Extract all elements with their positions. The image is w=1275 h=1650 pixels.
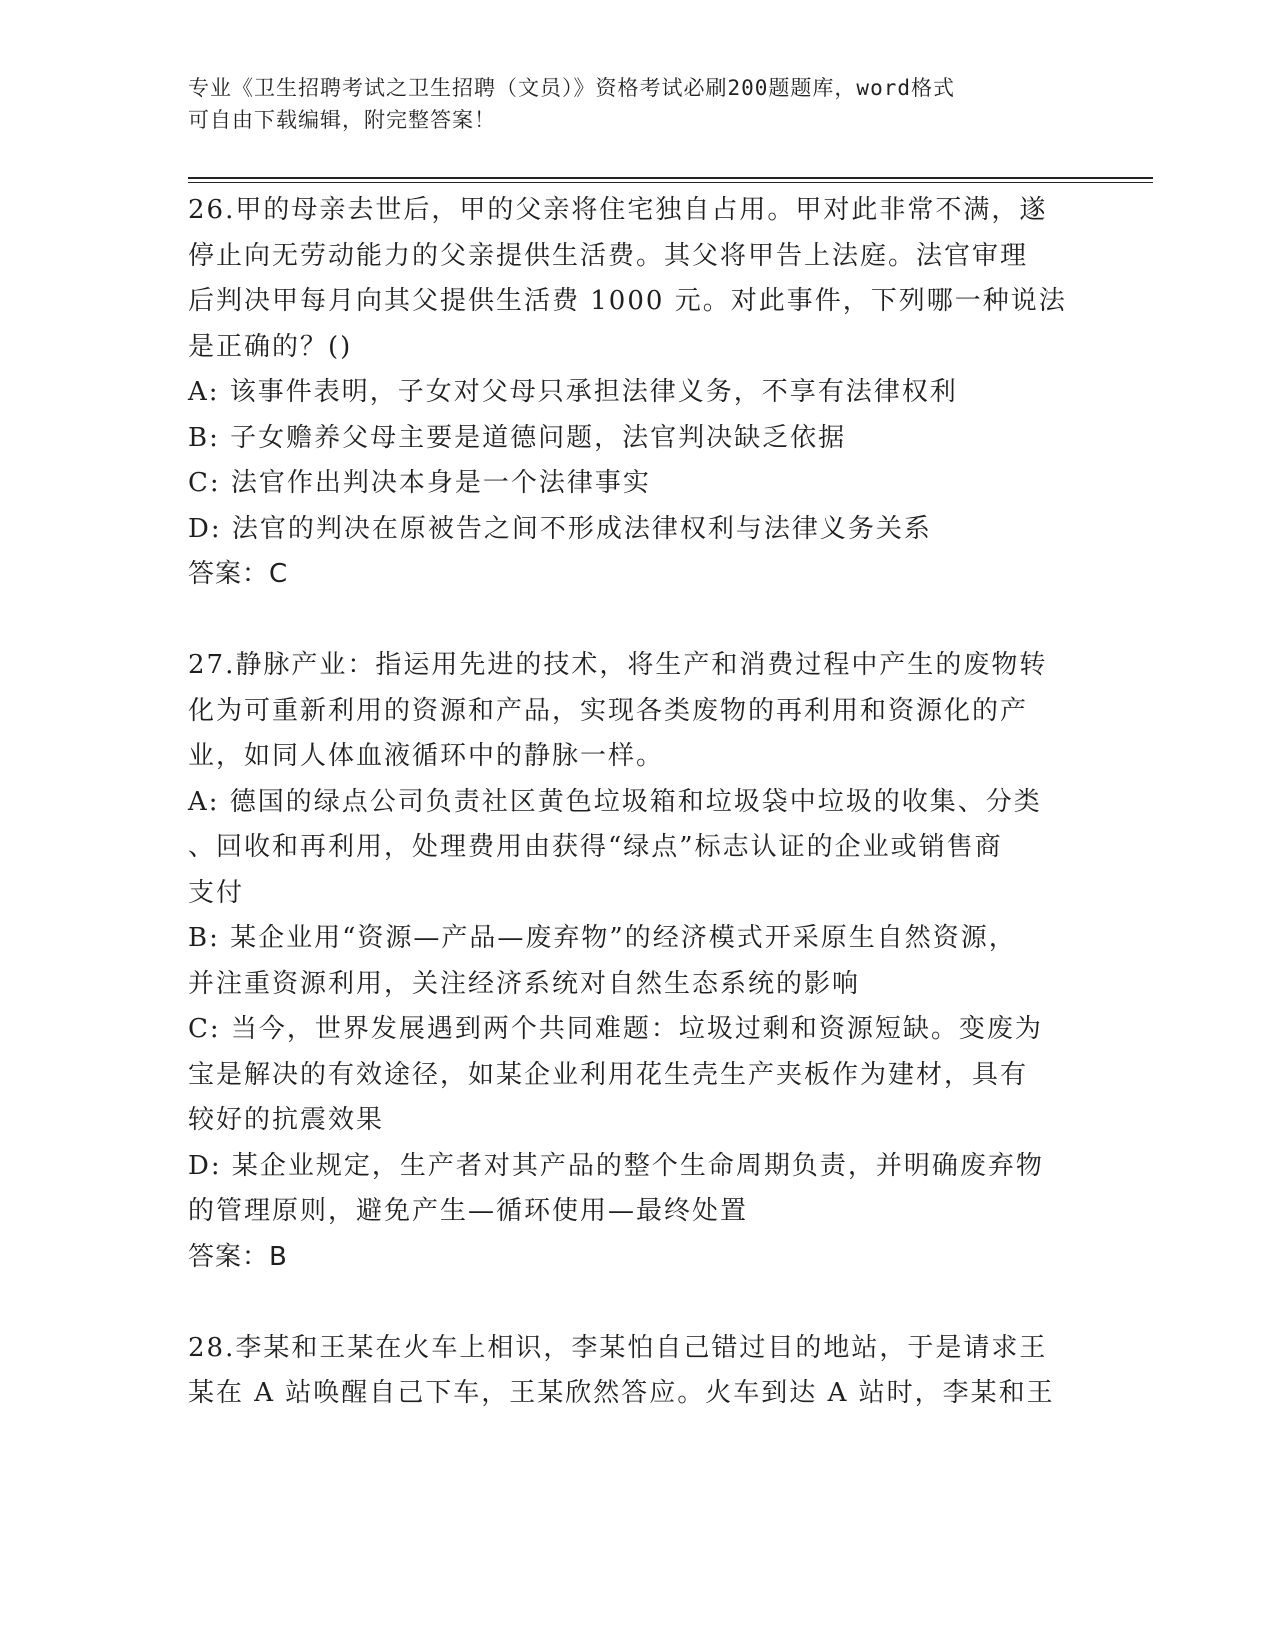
answer-option-line: A: 该事件表明，子女对父母只承担法律义务，不享有法律权利: [188, 377, 958, 407]
answer-option-line: 、回收和再利用，处理费用由获得“绿点”标志认证的企业或销售商: [188, 832, 1003, 862]
answer-key: 答案：C: [188, 559, 289, 589]
answer-option: [188, 780, 1078, 917]
answer-option-line: A: 德国的绿点公司负责社区黄色垃圾箱和垃圾袋中垃圾的收集、分类: [188, 786, 1042, 817]
question-stem-line: 27.静脉产业：指运用先进的技术，将生产和消费过程中产生的废物转: [188, 650, 1048, 680]
answer-option-line: D: 法官的判决在原被告之间不形成法律权利与法律义务关系: [188, 513, 932, 544]
answer-option-line: D: 某企业规定，生产者对其产品的整个生命周期负责，并明确废弃物: [188, 1150, 1044, 1181]
answer-option-line: 支付: [188, 877, 245, 908]
question-27: [188, 643, 1078, 1280]
header-divider-thin: [188, 182, 1153, 183]
answer-option: [188, 1007, 1078, 1144]
question-spacer: [188, 598, 1078, 644]
header-divider-thick: [188, 177, 1153, 179]
answer-option-line: B: 子女赡养父母主要是道德问题，法官判决缺乏依据: [188, 422, 847, 453]
answer-option-line: 并注重资源利用，关注经济系统对自然生态系统的影响: [188, 968, 861, 999]
question-28: [188, 1326, 1078, 1417]
header-line: 专业《卫生招聘考试之卫生招聘（文员）》资格考试必刷200题题库，word格式: [188, 76, 955, 100]
answer-option-line: B: 某企业用“资源—产品—废弃物”的经济模式开采原生自然资源，: [188, 923, 1017, 953]
answer-option-line: C: 当今，世界发展遇到两个共同难题：垃圾过剩和资源短缺。变废为: [188, 1014, 1043, 1044]
answer-option: [188, 461, 1078, 507]
answer-option-line: 宝是解决的有效途径，如某企业利用花生壳生产夹板作为建材，具有: [188, 1059, 1029, 1090]
answer-option-line: C: 法官作出判决本身是一个法律事实: [188, 468, 651, 498]
question-spacer: [188, 1280, 1078, 1326]
question-stem-line: 化为可重新利用的资源和产品，实现各类废物的再利用和资源化的产: [188, 695, 1029, 726]
answer-option: [188, 370, 1078, 416]
answer-option-line: 较好的抗震效果: [188, 1105, 385, 1135]
question-stem-line: 停止向无劳动能力的父亲提供生活费。其父将甲告上法庭。法官审理: [188, 240, 1029, 271]
answer-option: [188, 916, 1078, 1007]
question-list: [188, 188, 1078, 1417]
answer-option-line: 的管理原则，避免产生—循环使用—最终处置: [188, 1196, 749, 1226]
answer-option: [188, 507, 1078, 553]
answer-option: [188, 416, 1078, 462]
header-line: 可自由下载编辑，附完整答案！: [188, 108, 496, 132]
question-stem-line: 某在 A 站唤醒自己下车，王某欣然答应。火车到达 A 站时，李某和王: [188, 1378, 1055, 1408]
question-stem-line: 是正确的？(): [188, 331, 353, 362]
question-stem-line: 26.甲的母亲去世后，甲的父亲将住宅独自占用。甲对此非常不满，遂: [188, 195, 1048, 225]
page-header: [188, 72, 1068, 136]
answer-option: [188, 1144, 1078, 1235]
question-stem-line: 28.李某和王某在火车上相识，李某怕自己错过目的地站，于是请求王: [188, 1332, 1048, 1363]
question-stem-line: 后判决甲每月向其父提供生活费 1000 元。对此事件，下列哪一种说法: [188, 286, 1067, 316]
question-26: [188, 188, 1078, 598]
answer-key: 答案：B: [188, 1241, 288, 1272]
question-stem-line: 业，如同人体血液循环中的静脉一样。: [188, 741, 665, 771]
